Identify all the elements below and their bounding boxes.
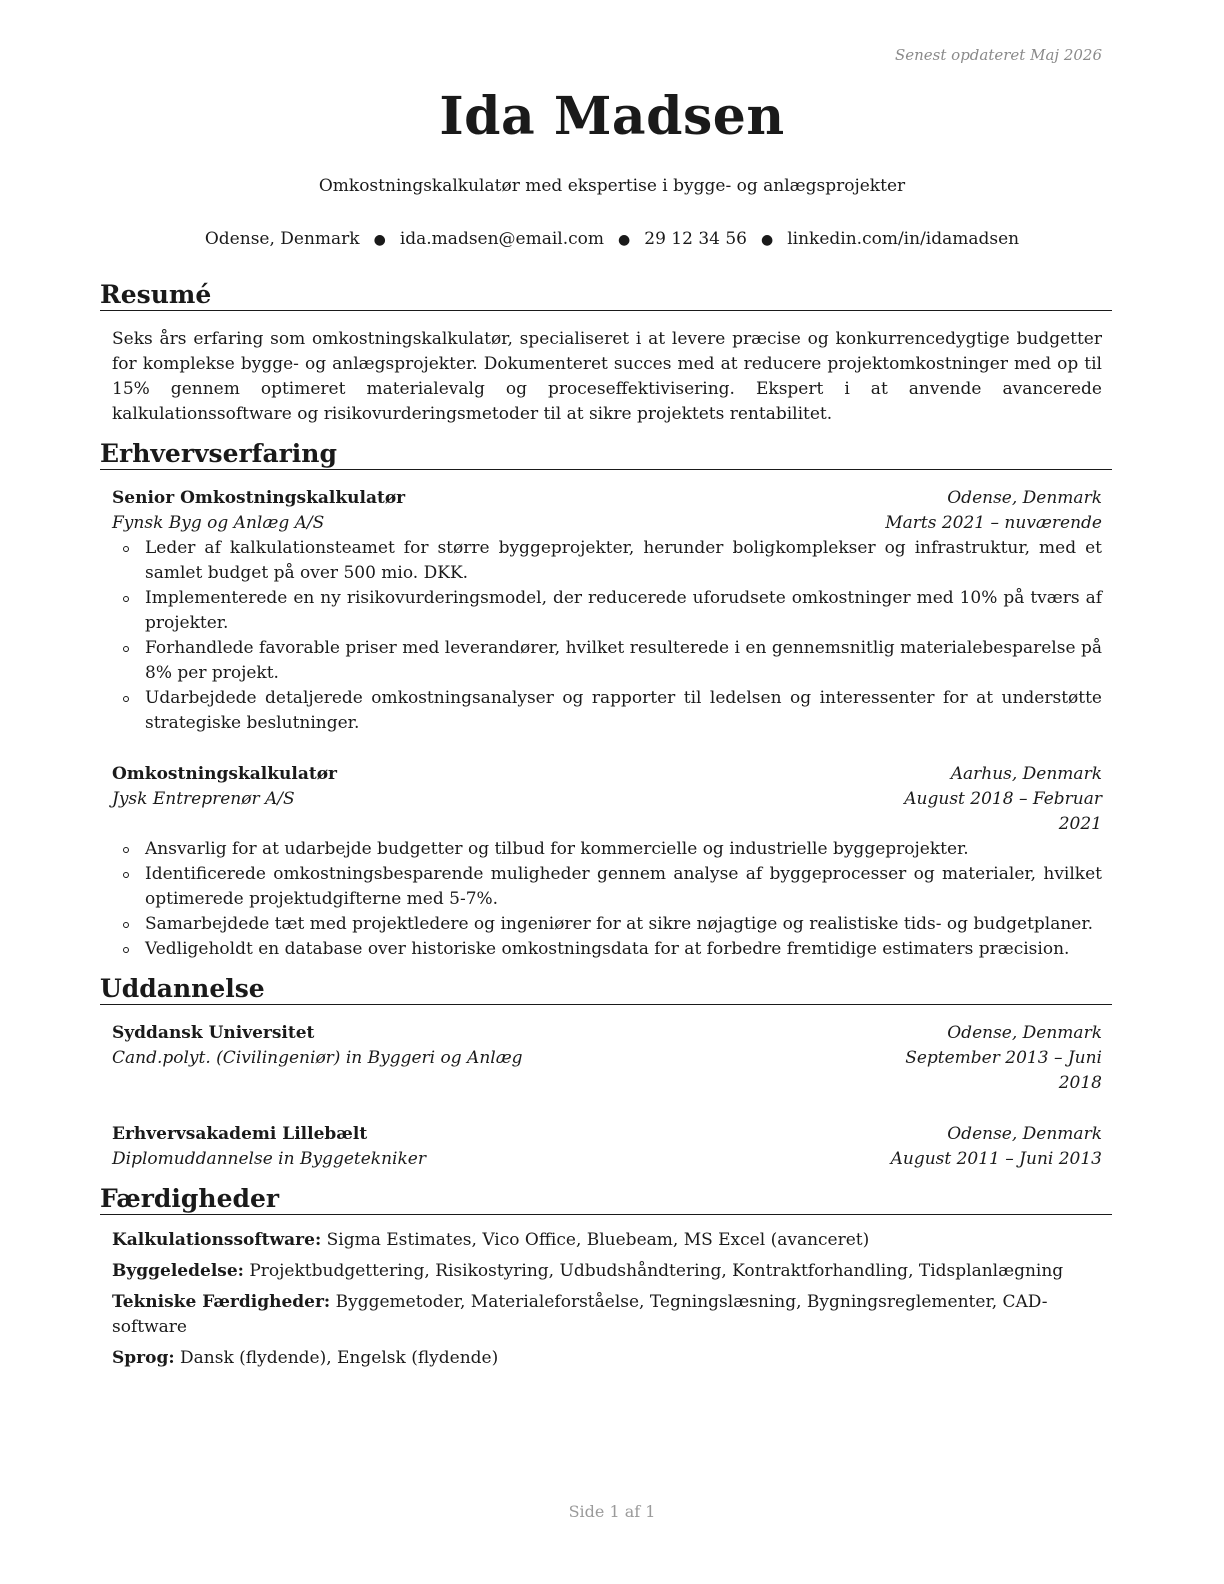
job-bullet: Ansvarlig for at udarbejde budgetter og tilbud for kommercielle og industrielle byggeprojekter. (112, 837, 1102, 862)
skill-value: Sigma Estimates, Vico Office, Bluebeam, MS Excel (avanceret) (326, 1230, 870, 1250)
job-bullet: Identificerede omkostningsbesparende muligheder gennem analyse af byggeprocesser og materialer, hvilket optimerede projektudgifterne med 5-7%. (112, 862, 1102, 912)
school-name: Erhvervsakademi Lillebælt (112, 1124, 368, 1144)
school-location: Odense, Denmark (947, 1124, 1102, 1144)
skills-list (100, 1228, 1112, 1371)
contact-location: Odense, Denmark (204, 229, 360, 249)
school-location: Odense, Denmark (947, 1023, 1102, 1043)
job-company: Fynsk Byg og Anlæg A/S (112, 513, 325, 533)
skill-line (112, 1259, 1102, 1284)
candidate-name: Ida Madsen (439, 86, 785, 147)
job-title: Senior Omkostningskalkulatør (112, 488, 406, 508)
job-entry (112, 486, 1102, 736)
job-bullet: Samarbejdede tæt med projektledere og ingeniører for at sikre nøjagtige og realistiske tids- og budgetplaner. (112, 912, 1102, 937)
resume-body (100, 282, 1112, 1377)
job-bullet: Implementerede en ny risikovurderingsmodel, der reducerede uforudsete omkostninger med 10% på tværs af projekter. (112, 586, 1102, 636)
skill-value: Byggemetoder, Materialeforståelse, Tegningslæsning, Bygningsreglementer, CAD-software (112, 1292, 1048, 1337)
last-updated-note: Senest opdateret Maj 2026 (894, 46, 1102, 64)
skill-label: Tekniske Færdigheder: (112, 1292, 331, 1312)
bullet-separator-icon: ● (618, 232, 631, 248)
education-dates: September 2013 – Juni 2018 (905, 1048, 1102, 1093)
section-heading-skills: Færdigheder (100, 1186, 1112, 1215)
skill-line (112, 1228, 1102, 1253)
contact-phone: 29 12 34 56 (644, 229, 747, 249)
skill-label: Sprog: (112, 1348, 175, 1368)
education-entry (112, 1122, 1102, 1172)
section-heading-experience: Erhvervserfaring (100, 441, 1112, 470)
skill-line (112, 1290, 1102, 1340)
skill-label: Kalkulationssoftware: (112, 1230, 322, 1250)
job-entry (112, 762, 1102, 962)
contact-linkedin[interactable]: linkedin.com/in/idamadsen (787, 229, 1020, 249)
skill-label: Byggeledelse: (112, 1261, 244, 1281)
degree: Cand.polyt. (Civilingeniør) in Byggeri og Anlæg (112, 1048, 523, 1068)
skill-value: Dansk (flydende), Engelsk (flydende) (180, 1348, 499, 1368)
job-bullet: Udarbejdede detaljerede omkostningsanalyser og rapporter til ledelsen og interessenter for at understøtte strategiske beslutninger. (112, 686, 1102, 736)
section-heading-summary: Resumé (100, 282, 1112, 311)
section-heading-education: Uddannelse (100, 976, 1112, 1005)
job-company: Jysk Entreprenør A/S (112, 789, 295, 809)
skill-value: Projektbudgettering, Risikostyring, Udbudshåndtering, Kontraktforhandling, Tidsplanlægning (249, 1261, 1064, 1281)
contact-email[interactable]: ida.madsen@email.com (399, 229, 605, 249)
degree: Diplomuddannelse in Byggetekniker (112, 1149, 426, 1169)
job-title: Omkostningskalkulatør (112, 764, 337, 784)
page-number: Side 1 af 1 (568, 1502, 656, 1521)
contact-line (0, 229, 1224, 249)
education-entry (112, 1021, 1102, 1096)
job-location: Aarhus, Denmark (950, 764, 1102, 784)
summary-text: Seks års erfaring som omkostningskalkulatør, specialiseret i at levere præcise og konkurrencedygtige budgetter for komplekse bygge- og anlægsprojekter. Dokumenteret succes med at reducere projektomkostninger med op til 15% gennem optimeret materialevalg og proceseffektivisering. Ekspert i at anvende avancerede kalkulationssoftware og risikovurderingsmetoder til at sikre projektets rentabilitet. (112, 329, 1102, 424)
bullet-separator-icon: ● (373, 232, 386, 248)
school-name: Syddansk Universitet (112, 1023, 315, 1043)
job-bullet: Forhandlede favorable priser med leverandører, hvilket resulterede i en gennemsnitlig materialebesparelse på 8% per projekt. (112, 636, 1102, 686)
job-bullet: Vedligeholdt en database over historiske omkostningsdata for at forbedre fremtidige estimaters præcision. (112, 937, 1102, 962)
education-dates: August 2011 – Juni 2013 (890, 1149, 1102, 1169)
skill-line (112, 1346, 1102, 1371)
job-bullet-list (112, 837, 1102, 962)
job-bullet: Leder af kalkulationsteamet for større byggeprojekter, herunder boligkomplekser og infrastruktur, med et samlet budget på over 500 mio. DKK. (112, 536, 1102, 586)
tagline: Omkostningskalkulatør med ekspertise i bygge- og anlægsprojekter (318, 176, 906, 196)
job-dates: August 2018 – Februar 2021 (904, 789, 1102, 834)
job-location: Odense, Denmark (947, 488, 1102, 508)
job-bullet-list (112, 536, 1102, 736)
bullet-separator-icon: ● (761, 232, 774, 248)
job-dates: Marts 2021 – nuværende (885, 513, 1102, 533)
